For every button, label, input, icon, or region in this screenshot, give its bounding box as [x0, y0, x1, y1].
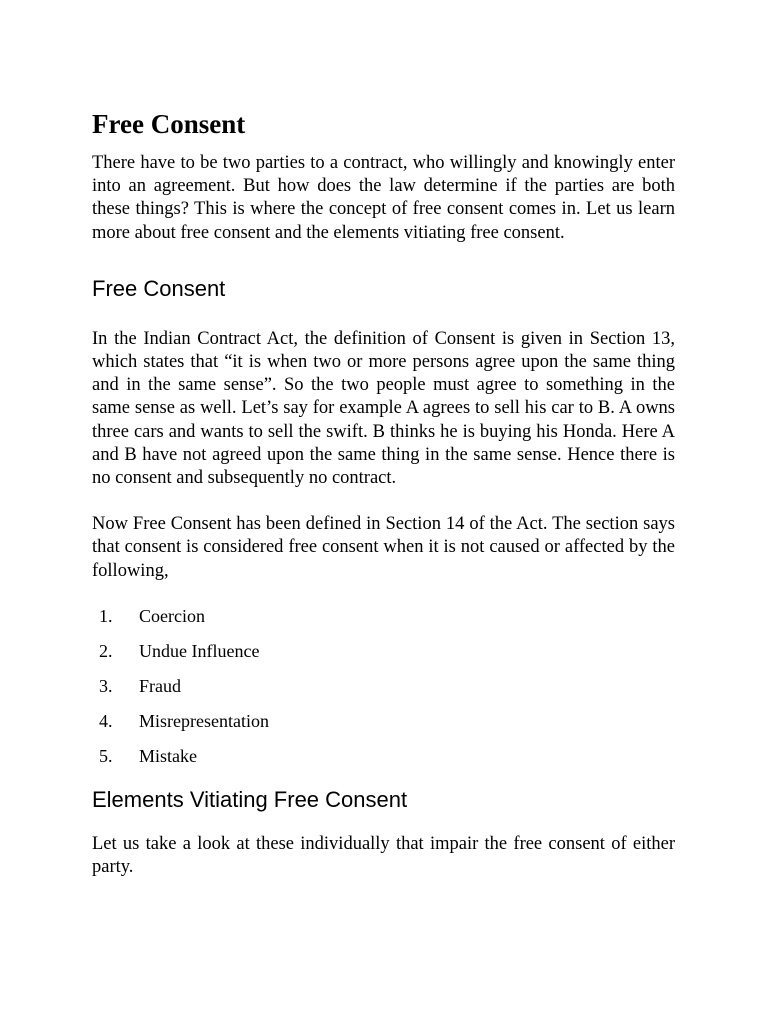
intro-paragraph: There have to be two parties to a contract, who willingly and knowingly enter into an agreement. But how does the law determine if the parties are both these things? This is where the concept of free consent comes in. Let us learn more about free consent and the elements vitiating free consent. [92, 153, 675, 243]
list-item [92, 675, 675, 710]
document-page [92, 108, 675, 879]
list-item-text: Mistake [139, 745, 197, 766]
list-item-number: 2. [99, 640, 113, 661]
consent-definition-paragraph: In the Indian Contract Act, the definition of Consent is given in Section 13, which states that “it is when two or more persons agree upon the same thing and in the same sense”. So the two people must agree to something in the same sense as well. Let’s say for example A agrees to sell his car to B. A owns three cars and wants to sell the swift. B thinks he is buying his Honda. Here A and B have not agreed upon the same thing in the same sense. Hence there is no consent and subsequently no contract. [92, 328, 675, 489]
list-item-number: 3. [99, 675, 113, 696]
list-item [92, 710, 675, 745]
list-item-text: Misrepresentation [139, 710, 269, 731]
list-item-number: 1. [99, 605, 113, 626]
document-title: Free Consent [92, 109, 246, 139]
list-item-text: Fraud [139, 675, 181, 696]
free-consent-definition-paragraph: Now Free Consent has been defined in Section 14 of the Act. The section says that consent is considered free consent when it is not caused or affected by the following, [92, 514, 675, 581]
section-heading-free-consent: Free Consent [92, 275, 226, 301]
list-item-text: Coercion [139, 605, 205, 626]
list-item-text: Undue Influence [139, 640, 260, 661]
list-item [92, 605, 675, 640]
vitiating-factors-list [92, 605, 675, 780]
section-heading-elements-vitiating: Elements Vitiating Free Consent [92, 786, 408, 812]
list-item-number: 4. [99, 710, 113, 731]
closing-paragraph: Let us take a look at these individually that impair the free consent of either party. [92, 833, 675, 878]
list-item [92, 640, 675, 675]
list-item [92, 745, 675, 780]
list-item-number: 5. [99, 745, 113, 766]
